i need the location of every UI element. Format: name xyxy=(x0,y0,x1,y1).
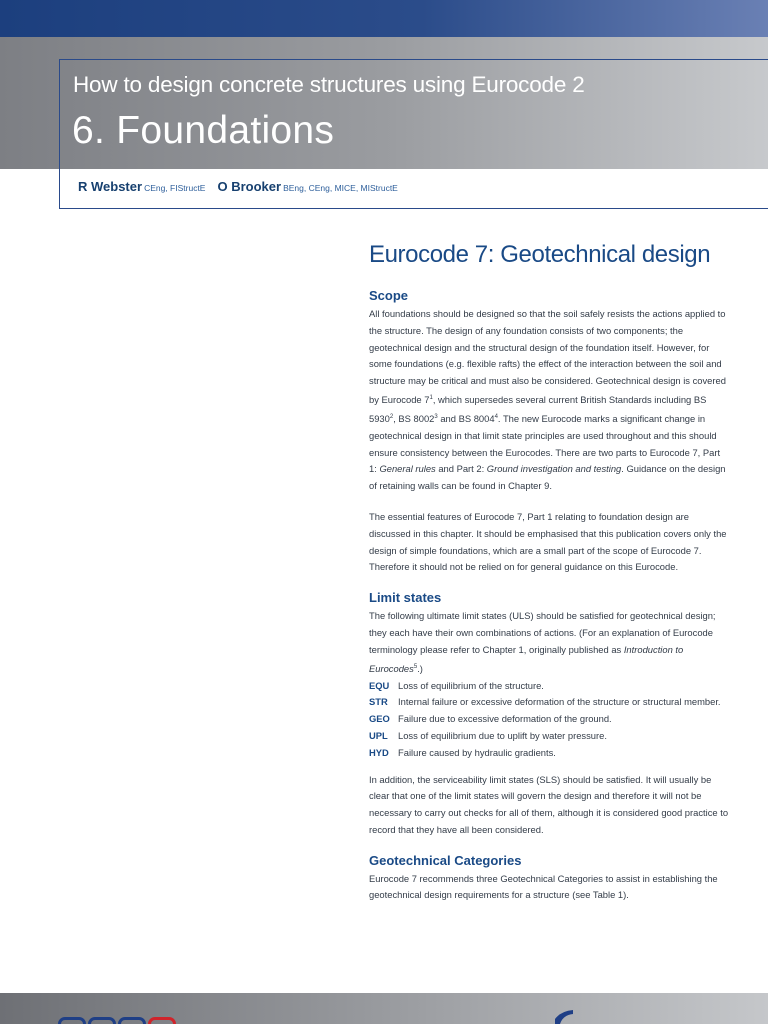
author-qualifications: CEng, FIStructE xyxy=(144,183,206,193)
scope-paragraph-2: The essential features of Eurocode 7, Part 1 relating to foundation design are discussed in this chapter. It should be emphasised that this publication covers only the design of simple foundations, which are a small part of the scope of Eurocode 7. Therefore it should not be relied on for general guidance on this Eurocode. xyxy=(369,511,727,573)
top-color-bar xyxy=(0,0,768,37)
chapter-title: 6. Foundations xyxy=(72,109,335,152)
limit-states-paragraph-2: In addition, the serviceability limit states (SLS) should be satisfied. It will usually be clear that one of the limit states will govern the design and therefore it will not be necessary to carry out checks for all of them, although it is considered good practice to record that they have all been considered. xyxy=(369,773,729,835)
partner-logo xyxy=(551,1010,581,1024)
geotechnical-categories-heading: Geotechnical Categories xyxy=(369,852,522,868)
limit-state-item: HYD Failure caused by hydraulic gradients. xyxy=(369,746,556,758)
limit-state-item: GEO Failure due to excessive deformation of the ground. xyxy=(369,713,612,725)
limit-state-item: UPL Loss of equilibrium due to uplift by water pressure. xyxy=(369,729,607,741)
limit-states-heading: Limit states xyxy=(369,590,442,606)
limit-state-item: EQU Loss of equilibrium of the structure. xyxy=(369,679,544,691)
author-name: O Brooker xyxy=(217,179,282,194)
limit-state-item: STR Internal failure or excessive deformation of the structure or structural member. xyxy=(369,696,721,708)
scope-paragraph-1: All foundations should be designed so that the soil safely resists the actions applied to the structure. The design of any foundation consists of two components; the geotechnical design and the structural design of the foundation itself. However, for some foundations (e.g. flexible rafts) the effect of the interaction between the soil and structure may be critical and must also be considered. Geotechnical design is covered by Eurocode $7^1$, which supersedes several current British Standards including BS 5930$^2$, BS 8002$^3$ and BS 8004$^4$. The new Eurocode marks a significant change in geotechnical design in that limit state principles are used throughout and this should ensure consistency between the Eurocodes. There are two parts to Eurocode 7, Part 1: General rules and Part 2: Ground investigation and testing. Guidance on the design of retaining walls can be found in Chapter 9. xyxy=(369,308,726,492)
publisher-logo xyxy=(58,1017,188,1024)
series-subtitle: How to design concrete structures using Eurocode 2 xyxy=(73,72,585,97)
geotechnical-categories-paragraph: Eurocode 7 recommends three Geotechnical Categories to assist in establishing the geotechnical design requirements for a structure (see Table 1). xyxy=(369,872,718,901)
author-name: R Webster xyxy=(78,179,143,194)
authors-line xyxy=(78,179,398,194)
author-qualifications: BEng, CEng, MICE, MIStructE xyxy=(283,183,398,193)
article-column xyxy=(369,240,729,904)
scope-heading: Scope xyxy=(369,288,409,303)
section-heading: Eurocode 7: Geotechnical design xyxy=(369,241,711,268)
limit-states-intro: The following ultimate limit states (ULS) should be satisfied for geotechnical design; they each have their own combinations of actions. (For an explanation of Eurocode terminology please refer to Chapter 1, originally published as Introduction to Eurocodes$^5$.) xyxy=(369,610,716,674)
